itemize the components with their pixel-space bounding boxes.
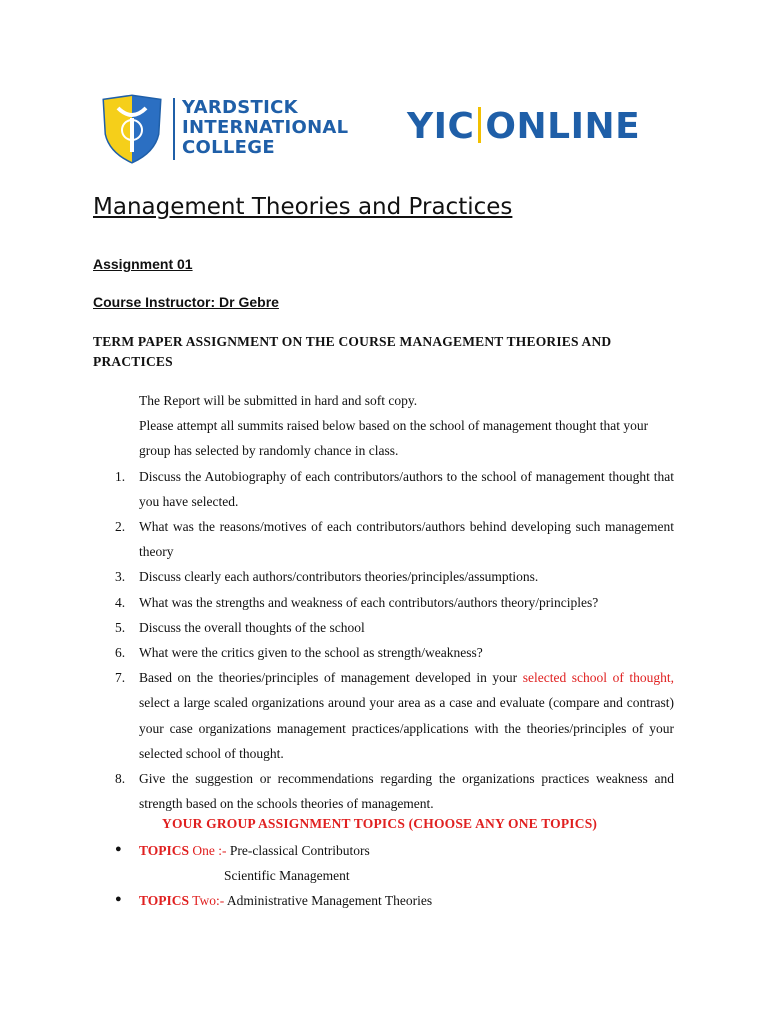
item-text: Give the suggestion or recommendations regarding the organizations practices weakness and strength based on the schools theories of management.	[139, 771, 674, 812]
bullet-icon: ●	[115, 843, 122, 855]
item-number: 2.	[115, 519, 126, 535]
list-item	[115, 615, 674, 640]
topic-one	[115, 843, 370, 859]
logo-divider	[173, 98, 175, 160]
item-text: What were the critics given to the school as strength/weakness?	[139, 645, 483, 661]
item-number: 5.	[115, 619, 126, 635]
shield-crest-icon	[100, 94, 164, 164]
assignment-label: Assignment 01	[93, 256, 193, 272]
item-number: 8.	[115, 771, 126, 787]
item-text: What was the reasons/motives of each contributors/authors behind developing such management theory	[139, 519, 674, 560]
item-text: Based on the theories/principles of management developed in your	[139, 670, 523, 686]
item-number: 6.	[115, 645, 126, 661]
item-number: 1.	[115, 468, 126, 484]
topic-label: TOPICS	[139, 843, 190, 858]
item-text-highlight: selected school of thought,	[522, 670, 674, 686]
item-number: 7.	[115, 670, 126, 686]
list-item	[115, 766, 674, 816]
topic-text: Pre-classical Contributors	[229, 843, 370, 858]
list-item	[115, 590, 674, 615]
college-line-2: INTERNATIONAL	[182, 117, 349, 138]
list-item	[115, 640, 674, 665]
item-number: 3.	[115, 569, 126, 585]
online-text: ONLINE	[485, 106, 641, 147]
list-item	[115, 564, 674, 589]
list-item	[115, 464, 674, 514]
bullet-icon: ●	[115, 893, 122, 905]
topic-separator: :-	[214, 843, 230, 858]
topic-one-subtitle: Scientific Management	[224, 868, 350, 883]
item-number: 4.	[115, 594, 126, 610]
college-name	[182, 98, 348, 158]
topic-label: TOPICS	[139, 893, 190, 908]
list-item	[115, 665, 674, 766]
term-paper-heading: TERM PAPER ASSIGNMENT ON THE COURSE MANAGEMENT THEORIES AND PRACTICES	[93, 334, 612, 369]
intro-line-1: The Report will be submitted in hard and soft copy.	[139, 393, 418, 408]
item-text: Discuss the overall thoughts of the school	[139, 619, 365, 635]
topic-number: One	[192, 843, 215, 858]
topic-two	[115, 893, 433, 909]
intro-line-2: Please attempt all summits raised below based on the school of management thought that your group has selected by randomly chance in class.	[139, 418, 649, 459]
question-list	[115, 464, 674, 817]
topic-number: Two	[192, 893, 216, 908]
document-title: Management Theories and Practices	[93, 194, 513, 220]
item-text: What was the strengths and weakness of each contributors/authors theory/principles?	[139, 594, 599, 610]
group-topics-heading: YOUR GROUP ASSIGNMENT TOPICS (CHOOSE ANY ONE TOPICS)	[162, 816, 598, 831]
item-text: Discuss the Autobiography of each contributors/authors to the school of management thought that you have selected.	[139, 468, 674, 509]
course-instructor: Course Instructor: Dr Gebre	[93, 294, 279, 310]
yic-text: YIC	[407, 106, 475, 147]
logo-bar	[478, 107, 481, 143]
yic-online-logo	[407, 106, 640, 148]
item-text: select a large scaled organizations around your area as a case and evaluate (compare and contrast) your case organizations management practices/applications with the theories/principles of your selected school of thought.	[139, 695, 674, 761]
topic-text: Administrative Management Theories	[226, 893, 433, 908]
college-line-1: YARDSTICK	[182, 97, 298, 118]
college-line-3: COLLEGE	[182, 137, 275, 158]
yardstick-logo	[100, 94, 349, 164]
list-item	[115, 514, 674, 564]
topic-separator: :-	[215, 893, 227, 908]
assignment-body	[115, 388, 674, 816]
item-text: Discuss clearly each authors/contributors theories/principles/assumptions.	[139, 569, 539, 585]
